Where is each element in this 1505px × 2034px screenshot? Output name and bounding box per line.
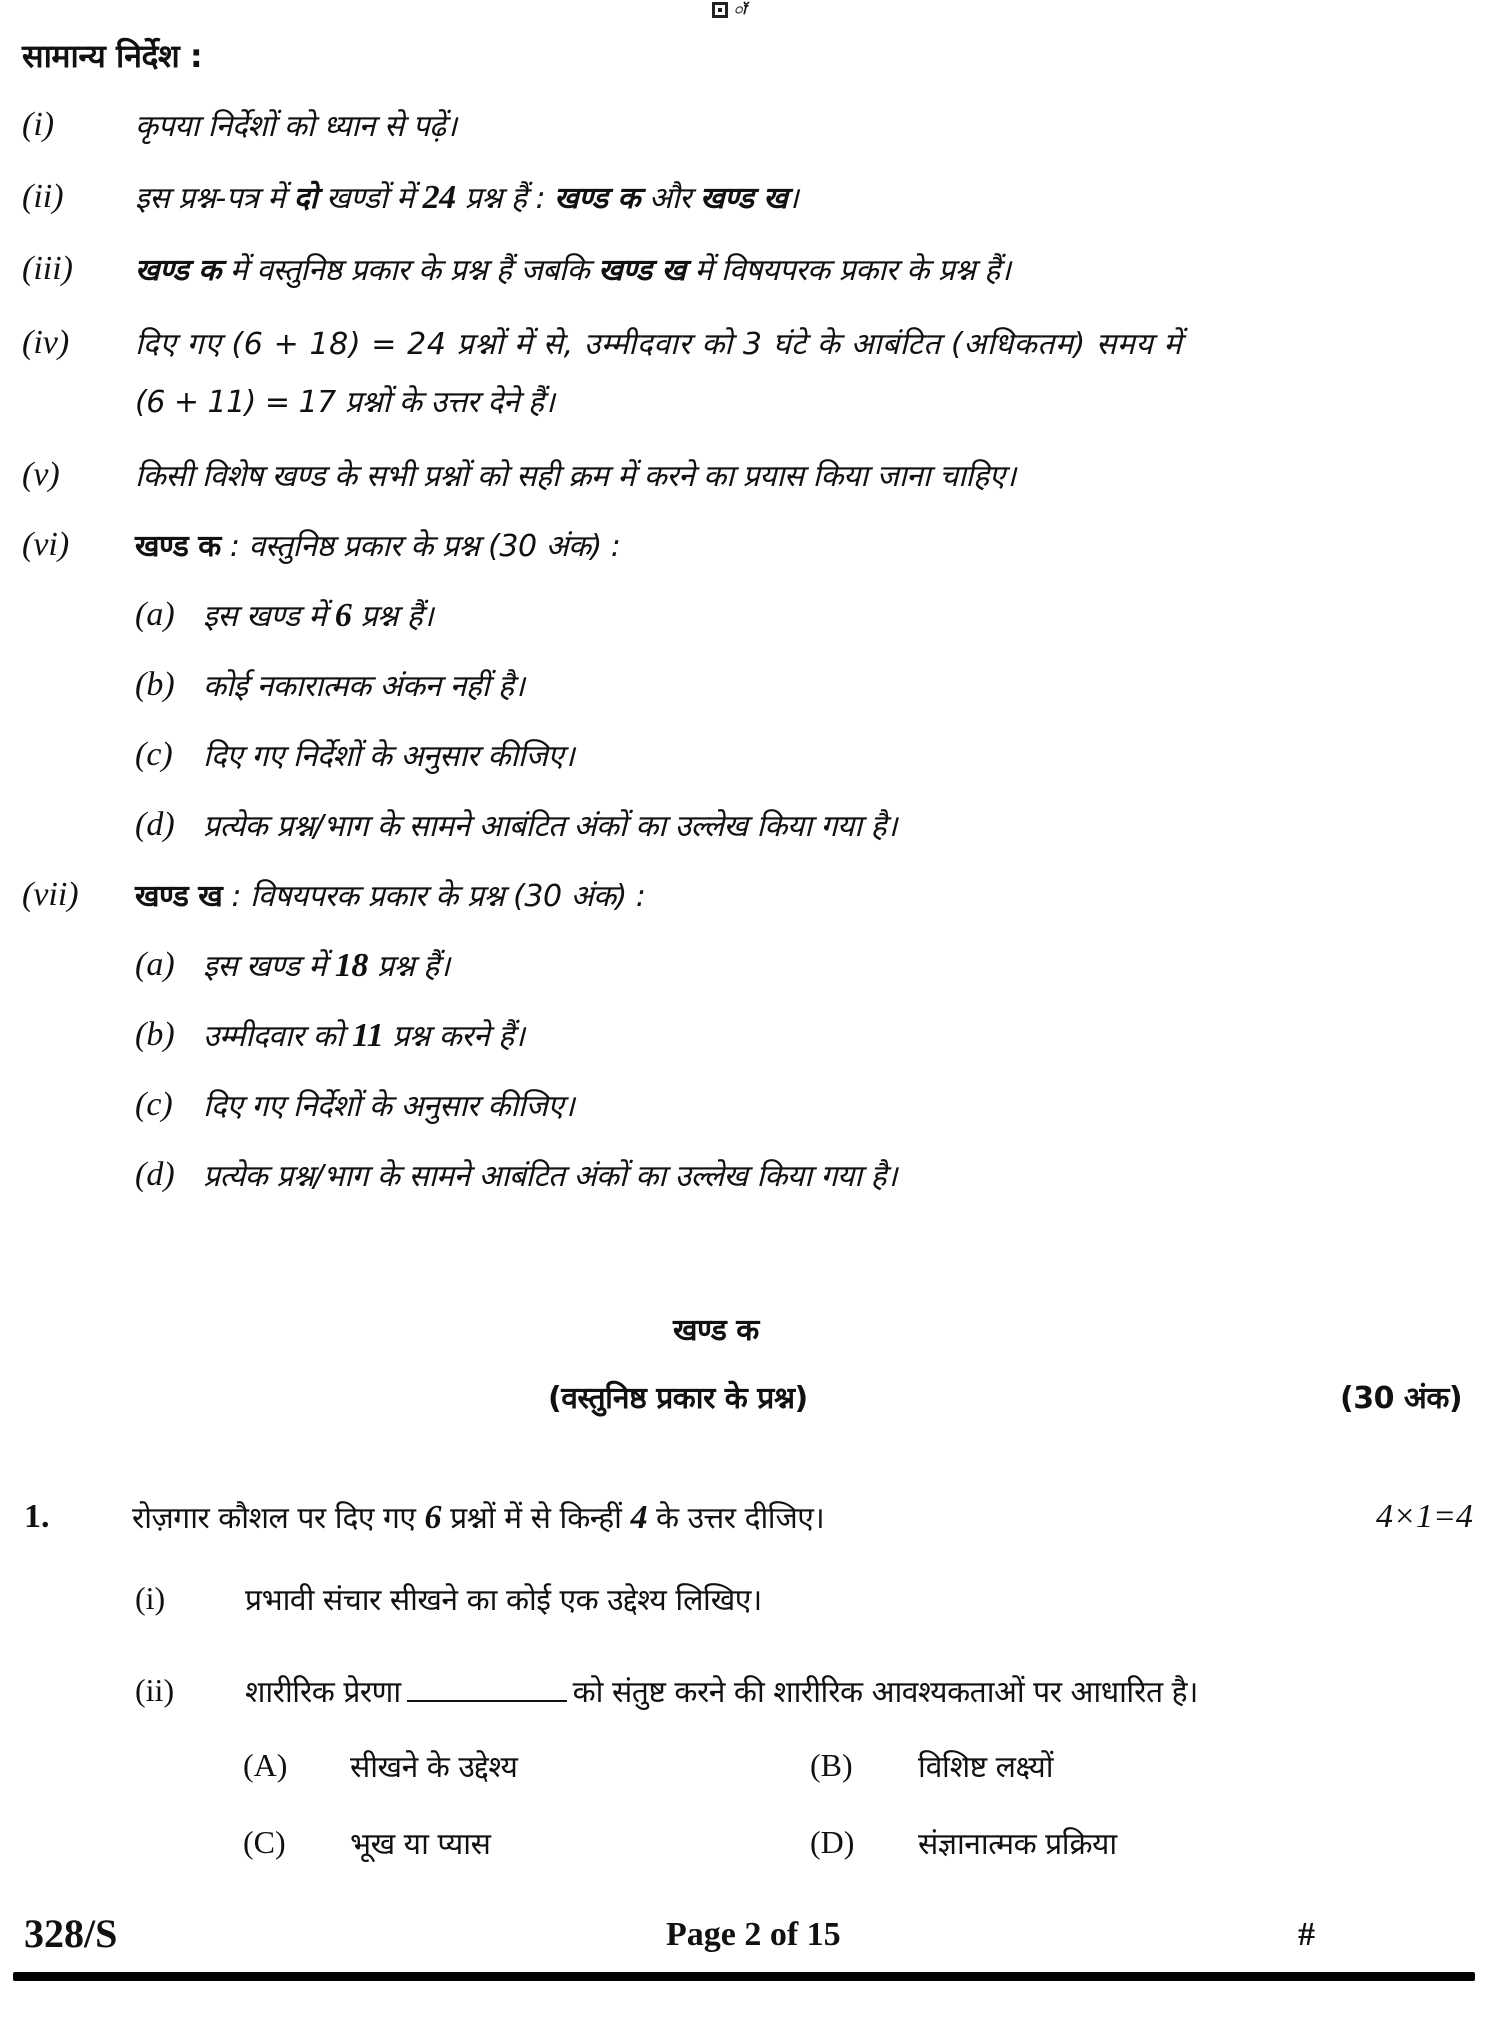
part-text: शारीरिक प्रेरणा को संतुष्ट करने की शारीरिक आवश्यकताओं पर आधारित है। [245,1670,1198,1711]
sub-number: (a) [135,946,175,983]
sub-number: (a) [135,596,175,633]
item-number: (iv) [22,324,70,361]
question-number: 1. [24,1498,50,1535]
sub-number: (b) [135,666,175,703]
question-marks: 4×1=4 [1376,1498,1473,1535]
footer-rule [13,1972,1475,1981]
sub-number: (b) [135,1016,175,1053]
sub-text: इस खण्ड में 6 प्रश्न हैं। [203,597,434,634]
option-text: संज्ञानात्मक प्रक्रिया [918,1827,1117,1862]
item-number: (ii) [22,178,64,215]
option-label: (C) [243,1824,286,1860]
option-text: सीखने के उद्देश्य [350,1750,518,1785]
section-title: खण्ड क [673,1313,759,1348]
qr-code-icon [712,2,728,18]
sub-text: कोई नकारात्मक अंकन नहीं है। [203,669,525,704]
sub-text: प्रत्येक प्रश्न/भाग के सामने आबंटित अंकों का उल्लेख किया गया है। [203,809,897,844]
sub-number: (d) [135,806,175,843]
part-number: (i) [135,1580,166,1616]
part-text: प्रभावी संचार सीखने का कोई एक उद्देश्य लिखिए। [245,1583,762,1618]
option-label: (A) [243,1747,288,1783]
sub-number: (c) [135,736,173,773]
question-text: रोज़गार कौशल पर दिए गए 6 प्रश्नों में से किन्हीं 4 के उत्तर दीजिए। [132,1499,825,1536]
sub-number: (d) [135,1156,175,1193]
instruction-text: दिए गए (6 + 18) = 24 प्रश्नों में से, उम्मीदवार को 3 घंटे के आबंटित (अधिकतम) समय में [135,327,1183,362]
section-b-summary: खण्ड ख : विषयपरक प्रकार के प्रश्न (30 अंक) : [135,879,646,914]
sub-number: (c) [135,1086,173,1123]
sub-text: इस खण्ड में 18 प्रश्न हैं। [203,947,450,984]
section-marks: (30 अंक) [1340,1381,1463,1416]
option-text: भूख या प्यास [350,1827,491,1862]
sub-text: दिए गए निर्देशों के अनुसार कीजिए। [203,1089,575,1124]
fill-in-blank [407,1670,567,1702]
section-a-summary: खण्ड क : वस्तुनिष्ठ प्रकार के प्रश्न (30 अंक) : [135,529,621,564]
item-number: (i) [22,106,55,143]
instruction-text-cont: (6 + 11) = 17 प्रश्नों के उत्तर देने हैं। [135,385,555,420]
item-number: (vii) [22,876,79,913]
part-number: (ii) [135,1672,175,1708]
page-number: Page 2 of 15 [666,1916,841,1953]
section-subtitle: (वस्तुनिष्ठ प्रकार के प्रश्न) [548,1381,808,1416]
sub-text: उम्मीदवार को 11 प्रश्न करने हैं। [203,1017,525,1054]
qr-label: ॉ [734,2,746,18]
hash-mark: # [1298,1916,1315,1953]
instruction-text: इस प्रश्न-पत्र में दो खण्डों में 24 प्रश्न हैं : खण्ड क और खण्ड ख। [135,179,799,216]
option-text: विशिष्ट लक्ष्यों [918,1750,1054,1785]
item-number: (vi) [22,526,70,563]
instruction-text: खण्ड क में वस्तुनिष्ठ प्रकार के प्रश्न हैं जबकि खण्ड ख में विषयपरक प्रकार के प्रश्न हैं। [135,253,1011,288]
sub-text: प्रत्येक प्रश्न/भाग के सामने आबंटित अंकों का उल्लेख किया गया है। [203,1159,897,1194]
option-label: (D) [810,1824,855,1860]
instruction-text: कृपया निर्देशों को ध्यान से पढ़ें। [135,109,457,144]
sub-text: दिए गए निर्देशों के अनुसार कीजिए। [203,739,575,774]
item-number: (v) [22,456,60,493]
instructions-title: सामान्य निर्देश : [22,37,203,75]
instruction-text: किसी विशेष खण्ड के सभी प्रश्नों को सही क्रम में करने का प्रयास किया जाना चाहिए। [135,459,1016,494]
item-number: (iii) [22,250,73,287]
option-label: (B) [810,1747,853,1783]
paper-code: 328/S [24,1911,118,1956]
